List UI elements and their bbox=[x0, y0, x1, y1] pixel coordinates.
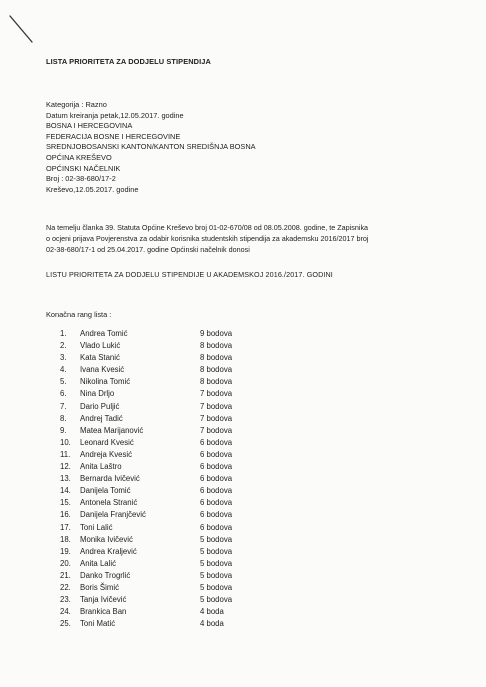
rank-number: 6. bbox=[60, 389, 67, 399]
student-name: Nikolina Tomić bbox=[80, 377, 131, 387]
student-points: 5 bodova bbox=[200, 582, 233, 592]
student-name: Bernarda Ivičević bbox=[80, 474, 140, 484]
rank-list-item bbox=[60, 606, 260, 618]
student-points: 6 bodova bbox=[200, 486, 233, 496]
rank-list-item bbox=[60, 558, 260, 570]
rank-number: 25. bbox=[60, 619, 71, 629]
student-name: Antonela Stranić bbox=[80, 498, 138, 508]
student-name: Andrej Tadić bbox=[80, 413, 123, 423]
student-name: Andreja Kvesić bbox=[80, 449, 133, 459]
rank-list-item bbox=[60, 618, 260, 630]
meta-reference-number: Broj : 02-38-680/17-2 bbox=[46, 174, 116, 184]
rank-list-item bbox=[60, 352, 260, 364]
student-points: 8 bodova bbox=[200, 377, 233, 387]
rank-list-item bbox=[60, 509, 260, 521]
student-points: 7 bodova bbox=[200, 413, 233, 423]
student-name: Dario Puljić bbox=[80, 401, 120, 411]
student-points: 6 bodova bbox=[200, 437, 233, 447]
rank-number: 16. bbox=[60, 510, 71, 520]
rank-list-item bbox=[60, 364, 260, 376]
student-name: Boris Šimić bbox=[80, 582, 119, 592]
student-points: 5 bodova bbox=[200, 570, 233, 580]
student-name: Danijela Franjčević bbox=[80, 510, 146, 520]
student-name: Tanja Ivičević bbox=[80, 595, 127, 605]
meta-country: BOSNA I HERCEGOVINA bbox=[46, 121, 133, 131]
rank-number: 24. bbox=[60, 607, 71, 617]
rank-number: 23. bbox=[60, 595, 71, 605]
rank-list-item bbox=[60, 340, 260, 352]
meta-office: OPĆINSKI NAČELNIK bbox=[46, 163, 121, 173]
rank-list-item bbox=[60, 485, 260, 497]
document-title: LISTA PRIORITETA ZA DODJELU STIPENDIJA bbox=[46, 57, 211, 66]
paragraph-line: 02-38-680/17-1 od 25.04.2017. godine Općinski načelnik donosi bbox=[46, 244, 250, 254]
meta-category: Kategorija : Razno bbox=[46, 100, 107, 109]
student-name: Toni Matić bbox=[80, 619, 116, 629]
student-points: 7 bodova bbox=[200, 425, 233, 435]
rank-number: 11. bbox=[60, 449, 71, 459]
student-name: Andrea Kraljević bbox=[80, 546, 137, 556]
rank-list-item bbox=[60, 425, 260, 437]
student-name: Kata Stanić bbox=[80, 353, 120, 363]
student-name: Toni Lalić bbox=[80, 522, 113, 532]
student-name: Danko Trogrlić bbox=[80, 570, 131, 580]
rank-list-item bbox=[60, 594, 260, 606]
rank-list-item bbox=[60, 328, 260, 340]
rank-list-item bbox=[60, 497, 260, 509]
rank-list-item bbox=[60, 461, 260, 473]
rank-list-item bbox=[60, 473, 260, 485]
rank-number: 12. bbox=[60, 462, 71, 472]
meta-federation: FEDERACIJA BOSNE I HERCEGOVINE bbox=[46, 131, 181, 141]
rank-list-item bbox=[60, 570, 260, 582]
student-points: 7 bodova bbox=[200, 401, 233, 411]
rank-list-heading: Konačna rang lista : bbox=[46, 310, 112, 319]
student-name: Nina Drljo bbox=[80, 389, 115, 399]
student-points: 6 bodova bbox=[200, 474, 233, 484]
student-points: 4 boda bbox=[200, 607, 224, 617]
student-points: 6 bodova bbox=[200, 449, 233, 459]
rank-number: 14. bbox=[60, 486, 71, 496]
student-name: Anita Lalić bbox=[80, 558, 116, 568]
student-name: Monika Ivičević bbox=[80, 534, 133, 544]
student-points: 5 bodova bbox=[200, 546, 233, 556]
student-points: 6 bodova bbox=[200, 510, 233, 520]
rank-number: 15. bbox=[60, 498, 71, 508]
rank-list-item bbox=[60, 376, 260, 388]
student-points: 8 bodova bbox=[200, 353, 233, 363]
legal-basis-paragraph bbox=[46, 223, 456, 255]
rank-number: 22. bbox=[60, 582, 71, 592]
rank-number: 2. bbox=[60, 341, 67, 351]
rank-list-item bbox=[60, 401, 260, 413]
student-points: 7 bodova bbox=[200, 389, 233, 399]
student-points: 8 bodova bbox=[200, 341, 233, 351]
rank-list-item bbox=[60, 449, 260, 461]
rank-number: 20. bbox=[60, 558, 71, 568]
rank-number: 19. bbox=[60, 546, 71, 556]
rank-number: 9. bbox=[60, 425, 67, 435]
rank-list-item bbox=[60, 437, 260, 449]
student-name: Brankica Ban bbox=[80, 607, 127, 617]
rank-number: 13. bbox=[60, 474, 71, 484]
student-name: Matea Marijanović bbox=[80, 425, 144, 435]
pen-stroke-mark bbox=[8, 12, 48, 52]
rank-list-item bbox=[60, 582, 260, 594]
student-points: 6 bodova bbox=[200, 498, 233, 508]
student-points: 5 bodova bbox=[200, 558, 233, 568]
meta-place-date: Kreševo,12.05.2017. godine bbox=[46, 184, 139, 194]
student-points: 5 bodova bbox=[200, 595, 233, 605]
rank-number: 4. bbox=[60, 365, 67, 375]
meta-created-date: Datum kreiranja petak,12.05.2017. godine bbox=[46, 110, 184, 120]
rank-list-item bbox=[60, 546, 260, 558]
student-points: 6 bodova bbox=[200, 522, 233, 532]
student-name: Andrea Tomić bbox=[80, 329, 128, 338]
rank-list-item bbox=[60, 413, 260, 425]
rank-number: 5. bbox=[60, 377, 67, 387]
rank-number: 8. bbox=[60, 413, 67, 423]
rank-number: 1. bbox=[60, 329, 67, 338]
student-name: Vlado Lukić bbox=[80, 341, 121, 351]
rank-list-item bbox=[60, 534, 260, 546]
rank-number: 7. bbox=[60, 401, 67, 411]
rank-number: 21. bbox=[60, 570, 71, 580]
document-subtitle: LISTU PRIORITETA ZA DODJELU STIPENDIJE U AKADEMSKOJ 2016./2017. GODINI bbox=[46, 270, 333, 279]
rank-number: 17. bbox=[60, 522, 71, 532]
student-points: 8 bodova bbox=[200, 365, 233, 375]
paragraph-line: o ocjeni prijava Povjerenstva za odabir korisnika studentskih stipendija za akademsku 2016/2017 broj bbox=[46, 233, 369, 243]
student-name: Anita Laštro bbox=[80, 462, 122, 472]
student-points: 5 bodova bbox=[200, 534, 233, 544]
student-points: 4 boda bbox=[200, 619, 224, 629]
student-points: 6 bodova bbox=[200, 462, 233, 472]
rank-list-item bbox=[60, 522, 260, 534]
student-name: Danijela Tomić bbox=[80, 486, 131, 496]
document-meta-block bbox=[46, 100, 256, 195]
student-points: 9 bodova bbox=[200, 329, 233, 338]
rank-list-item bbox=[60, 388, 260, 400]
paragraph-line: Na temelju članka 39. Statuta Općine Kreševo broj 01-02-670/08 od 08.05.2008. godine, te Zapisnika bbox=[46, 223, 369, 232]
student-name: Leonard Kvesić bbox=[80, 437, 134, 447]
student-name: Ivana Kvesić bbox=[80, 365, 125, 375]
meta-canton: SREDNJOBOSANSKI KANTON/KANTON SREDIŠNJA BOSNA bbox=[46, 142, 256, 152]
rank-number: 18. bbox=[60, 534, 71, 544]
rank-number: 10. bbox=[60, 437, 71, 447]
meta-municipality: OPĆINA KREŠEVO bbox=[46, 152, 112, 162]
rank-number: 3. bbox=[60, 353, 67, 363]
rank-list bbox=[60, 328, 260, 630]
